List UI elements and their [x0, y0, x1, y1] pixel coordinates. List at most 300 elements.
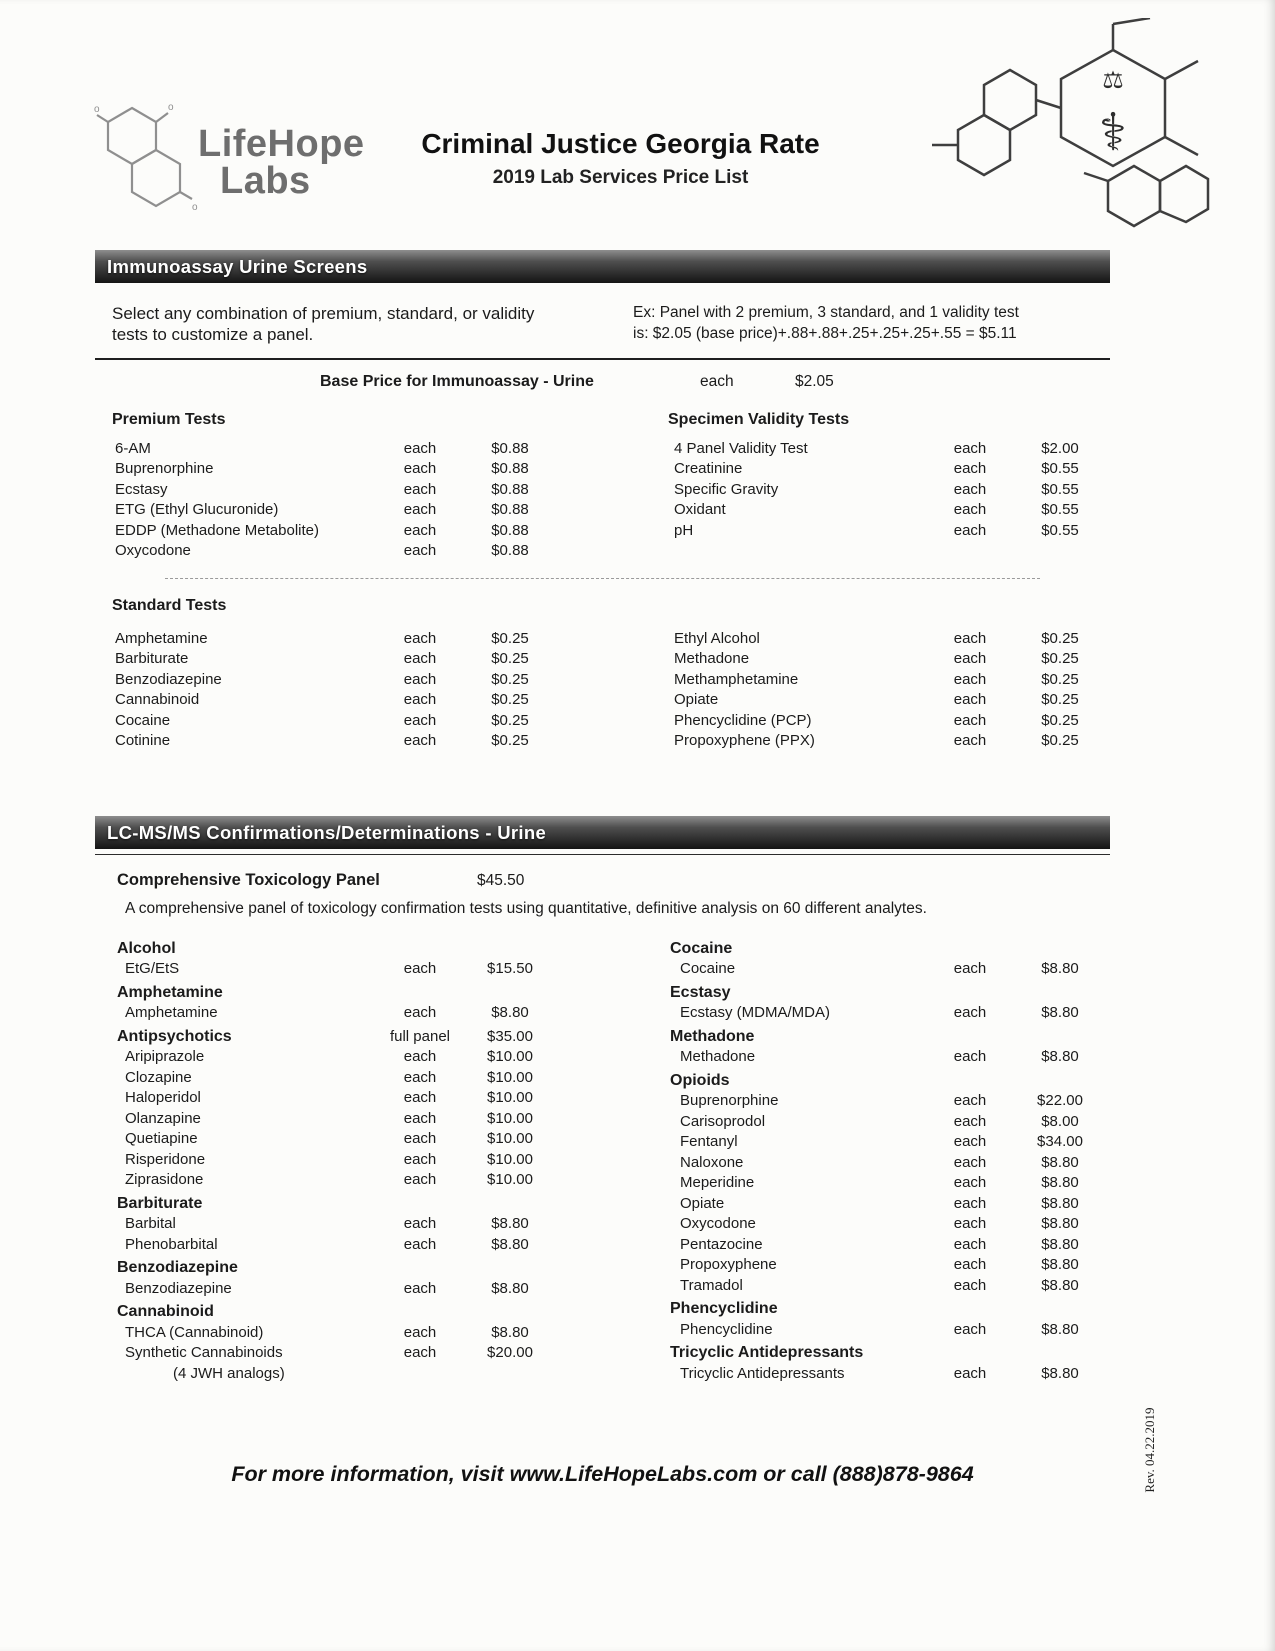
group-items [95, 1279, 560, 1300]
price-value: $0.25 [491, 732, 529, 749]
unit-label: each [953, 1364, 987, 1382]
group-items [668, 1003, 1110, 1024]
test-name: Opiate [680, 1194, 725, 1212]
price-value: $0.55 [1041, 501, 1079, 518]
price-value: $0.25 [1041, 670, 1079, 688]
unit-label: each [953, 1235, 987, 1253]
price-row [95, 629, 560, 650]
price-value: $0.88 [491, 521, 529, 539]
price-value: $0.55 [1041, 521, 1079, 539]
price-row [95, 690, 560, 711]
test-name: Ecstasy (MDMA/MDA) [680, 1004, 830, 1021]
price-value: $8.80 [1041, 1174, 1079, 1191]
unit-label: each [403, 1068, 437, 1086]
price-row [668, 1364, 1110, 1385]
unit-label: each [953, 1276, 987, 1294]
group-header-row [95, 1027, 560, 1048]
unit-label: each [403, 460, 437, 477]
price-row [668, 1003, 1110, 1024]
molecule-caduceus-graphic [898, 18, 1213, 243]
test-name: Cotinine [115, 732, 171, 749]
price-value: $10.00 [487, 1130, 533, 1147]
test-name: pH [674, 521, 694, 539]
group-price [1010, 983, 1110, 1004]
unit-label: each [953, 1133, 987, 1150]
analyte-group-methadone [668, 1027, 1110, 1068]
test-name: Phencyclidine (PCP) [674, 711, 812, 729]
price-row [95, 1323, 560, 1344]
unit-label: each [403, 650, 437, 667]
price-value: $2.00 [1041, 439, 1079, 457]
test-name: Oxycodone [115, 542, 191, 559]
unit-label: each [403, 501, 437, 518]
price-row [95, 959, 560, 980]
test-name: Opiate [674, 691, 719, 708]
group-price [460, 983, 560, 1004]
analyte-group-cocaine [668, 939, 1110, 980]
group-items [668, 1320, 1110, 1341]
premium-tests-list [95, 439, 560, 562]
unit-label: each [403, 542, 437, 559]
group-items [668, 1091, 1110, 1296]
price-value: $8.80 [1041, 960, 1079, 977]
test-name: Clozapine [125, 1068, 192, 1086]
test-name: Oxidant [674, 501, 726, 518]
price-row [668, 500, 1110, 521]
unit-label: each [953, 460, 987, 477]
unit-label: each [403, 732, 437, 749]
unit-label: each [953, 691, 987, 708]
price-value: $8.80 [1041, 1004, 1079, 1021]
test-name: Ethyl Alcohol [674, 629, 760, 647]
unit-label: each [953, 1194, 987, 1212]
group-unit [380, 1194, 460, 1215]
group-heading: Methadone [670, 1027, 755, 1045]
unit-label: each [403, 480, 437, 498]
price-value: $8.00 [1041, 1112, 1079, 1130]
price-row [95, 1129, 560, 1150]
comprehensive-panel-price: $45.50 [477, 871, 525, 889]
svg-text:⚖: ⚖ [1102, 66, 1124, 94]
section-banner-lcms: LC-MS/MS Confirmations/Determinations - Urine [95, 816, 1110, 849]
test-name: Creatinine [674, 460, 743, 477]
test-name: EDDP (Methadone Metabolite) [115, 521, 319, 539]
group-unit [380, 983, 460, 1004]
test-name: Specific Gravity [674, 480, 779, 498]
price-value: $0.25 [1041, 691, 1079, 708]
test-name: Naloxone [680, 1153, 744, 1171]
footer-contact-text: For more information, visit www.LifeHopeLabs.com or call (888)878-9864 [231, 1462, 974, 1486]
group-price [1010, 1027, 1110, 1048]
price-row [668, 1235, 1110, 1256]
group-header-row [95, 1194, 560, 1215]
price-row [95, 1343, 560, 1384]
horizontal-rule [95, 358, 1110, 360]
price-value: $8.80 [491, 1279, 529, 1297]
price-value: $8.80 [1041, 1364, 1079, 1382]
title-block [368, 128, 873, 189]
group-header-row [668, 1071, 1110, 1092]
unit-label: each [403, 1150, 437, 1168]
group-heading: Alcohol [117, 939, 176, 957]
unit-label: each [953, 629, 987, 647]
price-row [668, 1320, 1110, 1341]
price-value: $20.00 [487, 1344, 533, 1361]
validity-tests-list [668, 439, 1110, 542]
test-name: 6-AM [115, 439, 151, 457]
group-heading: Amphetamine [117, 983, 223, 1001]
test-name: Benzodiazepine [125, 1279, 232, 1297]
test-name: Cannabinoid [115, 691, 200, 708]
unit-label: each [403, 960, 437, 977]
group-header-row [95, 1258, 560, 1279]
lcms-right-column [668, 936, 1110, 1385]
price-row [668, 1255, 1110, 1276]
analyte-group-cannabinoid [95, 1302, 560, 1384]
group-items [95, 1214, 560, 1255]
price-row [95, 670, 560, 691]
group-price [460, 1194, 560, 1215]
price-row [95, 1109, 560, 1130]
group-items [95, 1323, 560, 1385]
unit-label: each [953, 732, 987, 749]
group-header-row [668, 983, 1110, 1004]
price-value: $8.80 [1041, 1256, 1079, 1273]
test-name: Barbital [125, 1215, 176, 1232]
standard-tests-left-column [95, 629, 560, 752]
price-row [668, 731, 1110, 752]
price-value: $15.50 [487, 960, 533, 977]
price-row [95, 480, 560, 501]
price-value: $8.80 [1041, 1194, 1079, 1212]
immunoassay-intro [95, 303, 1110, 346]
price-row [668, 459, 1110, 480]
price-value: $10.00 [487, 1171, 533, 1188]
unit-label: each [953, 521, 987, 539]
unit-label: each [403, 1171, 437, 1188]
group-heading: Tricyclic Antidepressants [670, 1344, 864, 1361]
document-title: Criminal Justice Georgia Rate [421, 128, 820, 159]
group-price [460, 1258, 560, 1279]
price-value: $8.80 [491, 1235, 529, 1253]
group-header-row [95, 939, 560, 960]
price-row [95, 649, 560, 670]
price-row [95, 500, 560, 521]
unit-label: each [403, 1048, 437, 1065]
unit-label: each [953, 1256, 987, 1273]
price-row [95, 1047, 560, 1068]
test-name: ETG (Ethyl Glucuronide) [115, 501, 279, 518]
unit-label: each [953, 480, 987, 498]
price-value: $0.25 [491, 711, 529, 729]
group-price [1010, 939, 1110, 960]
price-value: $8.80 [1041, 1215, 1079, 1232]
group-header-row [668, 939, 1110, 960]
unit-label: each [953, 960, 987, 977]
comprehensive-panel-label: Comprehensive Toxicology Panel [117, 870, 380, 889]
group-unit [930, 939, 1010, 960]
price-row [668, 1112, 1110, 1133]
validity-tests-heading: Specimen Validity Tests [668, 410, 850, 428]
analyte-group-barbiturate [95, 1194, 560, 1256]
price-row [95, 1068, 560, 1089]
analyte-group-alcohol [95, 939, 560, 980]
group-items [668, 1364, 1110, 1385]
price-row [95, 1235, 560, 1256]
group-heading: Phencyclidine [670, 1300, 778, 1317]
test-name: 4 Panel Validity Test [674, 439, 808, 457]
price-value: $0.25 [1041, 711, 1079, 729]
test-name: Ziprasidone [125, 1171, 204, 1188]
svg-text:o: o [192, 202, 198, 213]
price-row [668, 439, 1110, 460]
group-header-row [95, 1302, 560, 1323]
group-unit [930, 983, 1010, 1004]
unit-label: each [953, 1153, 987, 1171]
test-name: Haloperidol [125, 1089, 201, 1106]
standard-tests-left-list [95, 629, 560, 752]
group-unit: full panel [389, 1027, 451, 1045]
hexagon-caduceus-icon [898, 18, 1213, 238]
base-price-unit: each [700, 372, 734, 390]
horizontal-rule-thin [95, 854, 1110, 855]
test-name: Cocaine [115, 711, 171, 729]
price-value: $8.80 [491, 1323, 529, 1341]
group-price [460, 1302, 560, 1323]
test-name: Tricyclic Antidepressants [680, 1364, 845, 1382]
price-row [668, 521, 1110, 542]
price-row [668, 711, 1110, 732]
analyte-group-amphetamine [95, 983, 560, 1024]
group-heading: Antipsychotics [117, 1027, 232, 1045]
test-name: Synthetic Cannabinoids (4 JWH analogs) [125, 1344, 285, 1382]
price-value: $10.00 [487, 1150, 533, 1168]
unit-label: each [403, 711, 437, 729]
price-row [95, 521, 560, 542]
unit-label: each [403, 521, 437, 539]
group-unit [930, 1071, 1010, 1092]
group-items [95, 1047, 560, 1191]
price-value: $0.25 [491, 670, 529, 688]
unit-label: each [403, 1235, 437, 1253]
price-row [668, 649, 1110, 670]
group-header-row [668, 1343, 1110, 1364]
test-name: Aripiprazole [125, 1048, 205, 1065]
test-name: Phenobarbital [125, 1235, 218, 1253]
group-items [95, 1003, 560, 1024]
price-value: $0.55 [1041, 460, 1079, 477]
group-heading: Barbiturate [117, 1194, 203, 1212]
price-row [668, 1214, 1110, 1235]
analyte-group-benzodiazepine [95, 1258, 560, 1299]
group-price [1010, 1343, 1110, 1364]
test-name: Risperidone [125, 1150, 206, 1168]
group-items [668, 959, 1110, 980]
unit-label: each [403, 1089, 437, 1106]
test-name: Methamphetamine [674, 670, 799, 688]
price-row [668, 480, 1110, 501]
svg-text:⚕: ⚕ [1098, 103, 1128, 163]
test-name: Pentazocine [680, 1235, 763, 1253]
test-name: Methadone [674, 650, 750, 667]
test-name: Quetiapine [125, 1130, 198, 1147]
unit-label: each [403, 1323, 437, 1341]
unit-label: each [953, 1112, 987, 1130]
price-value: $8.80 [1041, 1276, 1079, 1294]
validity-tests-column [668, 405, 1110, 562]
price-value: $22.00 [1037, 1092, 1083, 1109]
price-row [668, 1153, 1110, 1174]
standard-tests-right-column [668, 629, 1110, 752]
price-value: $10.00 [487, 1089, 533, 1106]
unit-label: each [403, 691, 437, 708]
logo-text [198, 122, 365, 202]
unit-label: each [953, 439, 987, 457]
standard-tests-heading: Standard Tests [112, 596, 227, 614]
standard-tests-columns [95, 629, 1110, 752]
price-value: $10.00 [487, 1109, 533, 1127]
group-header-row [668, 1299, 1110, 1320]
document-body [95, 250, 1110, 1487]
price-value: $0.88 [491, 460, 529, 477]
group-items [668, 1047, 1110, 1068]
logo-text-line1: LifeHope [198, 122, 365, 165]
premium-validity-columns [95, 405, 1110, 562]
unit-label: each [403, 629, 437, 647]
price-row [95, 1003, 560, 1024]
test-name: Buprenorphine [115, 460, 214, 477]
price-value: $8.80 [1041, 1048, 1079, 1065]
test-name: Ecstasy [115, 480, 168, 498]
price-value: $34.00 [1037, 1133, 1083, 1150]
test-name: Benzodiazepine [115, 670, 222, 688]
test-name: Meperidine [680, 1174, 755, 1191]
base-price-label: Base Price for Immunoassay - Urine [320, 372, 594, 390]
group-unit [930, 1027, 1010, 1048]
price-row [95, 459, 560, 480]
unit-label: each [403, 1344, 437, 1361]
analyte-group-opioids [668, 1071, 1110, 1297]
test-name: Carisoprodol [680, 1112, 766, 1130]
test-name: Buprenorphine [680, 1092, 779, 1109]
unit-label: each [953, 1320, 987, 1338]
document-subtitle: 2019 Lab Services Price List [492, 167, 749, 188]
group-unit [930, 1343, 1010, 1364]
group-price [1010, 1299, 1110, 1320]
unit-label: each [403, 439, 437, 457]
price-row [668, 690, 1110, 711]
unit-label: each [953, 1215, 987, 1232]
test-name: Propoxyphene [680, 1256, 777, 1273]
price-row [668, 1173, 1110, 1194]
section-banner-immunoassay: Immunoassay Urine Screens [95, 250, 1110, 283]
unit-label: each [403, 1215, 437, 1232]
group-heading: Opioids [670, 1071, 730, 1089]
price-value: $0.25 [1041, 650, 1079, 667]
price-value: $0.25 [491, 691, 529, 708]
price-value: $10.00 [487, 1068, 533, 1086]
price-value: $8.80 [1041, 1235, 1079, 1253]
price-row [668, 629, 1110, 650]
price-row [95, 1170, 560, 1191]
unit-label: each [953, 650, 987, 667]
test-name: Tramadol [680, 1276, 743, 1294]
group-price [460, 939, 560, 960]
test-name: Cocaine [680, 960, 736, 977]
price-row [668, 959, 1110, 980]
document-header [0, 0, 1275, 250]
price-value: $0.88 [491, 439, 529, 457]
unit-label: each [403, 1279, 437, 1297]
group-price [1010, 1071, 1110, 1092]
group-unit [380, 1302, 460, 1323]
price-row [95, 1088, 560, 1109]
unit-label: each [953, 711, 987, 729]
test-name: Phencyclidine [680, 1320, 773, 1338]
price-value: $8.80 [491, 1004, 529, 1021]
analyte-group-phencyclidine [668, 1299, 1110, 1340]
group-items [95, 959, 560, 980]
unit-label: each [953, 670, 987, 688]
price-value: $0.25 [491, 629, 529, 647]
price-value: $10.00 [487, 1048, 533, 1065]
unit-label: each [953, 1004, 987, 1021]
group-header-row [668, 1027, 1110, 1048]
standard-tests-right-list [668, 629, 1110, 752]
base-price-value: $2.05 [795, 372, 834, 390]
test-name: Propoxyphene (PPX) [674, 732, 815, 749]
price-value: $0.88 [491, 542, 529, 559]
lcms-columns [95, 936, 1110, 1385]
example-calculation-text [633, 303, 1019, 346]
group-heading: Benzodiazepine [117, 1259, 238, 1276]
molecule-logo-icon [92, 98, 212, 228]
analyte-group-ecstasy [668, 983, 1110, 1024]
price-row [668, 1047, 1110, 1068]
price-row [95, 731, 560, 752]
test-name: Olanzapine [125, 1109, 201, 1127]
price-row [95, 541, 560, 562]
unit-label: each [953, 501, 987, 518]
analyte-group-antipsychotics [95, 1027, 560, 1191]
lifehope-labs-logo [92, 98, 365, 228]
price-row [95, 711, 560, 732]
test-name: Fentanyl [680, 1133, 738, 1150]
price-value: $0.88 [491, 480, 529, 498]
group-unit [380, 1258, 460, 1279]
group-heading: Cannabinoid [117, 1303, 214, 1320]
intro-text: Select any combination of premium, standard, or validity tests to customize a panel. [112, 304, 535, 345]
price-value: $0.25 [1041, 732, 1079, 749]
comprehensive-panel-description: A comprehensive panel of toxicology confirmation tests using quantitative, definitive analysis on 60 different analytes. [125, 899, 927, 917]
unit-label: each [403, 1004, 437, 1021]
group-heading: Ecstasy [670, 983, 731, 1001]
group-unit [380, 939, 460, 960]
unit-label: each [953, 1092, 987, 1109]
comprehensive-panel-row [95, 871, 1110, 890]
premium-tests-heading: Premium Tests [112, 410, 226, 428]
price-row [95, 439, 560, 460]
price-row [668, 1132, 1110, 1153]
price-value: $0.55 [1041, 480, 1079, 498]
price-row [668, 670, 1110, 691]
unit-label: each [953, 1048, 987, 1065]
group-heading: Cocaine [670, 939, 733, 957]
price-value: $8.80 [1041, 1320, 1079, 1338]
group-unit [930, 1299, 1010, 1320]
test-name: Barbiturate [115, 650, 189, 667]
test-name: Amphetamine [115, 629, 208, 647]
